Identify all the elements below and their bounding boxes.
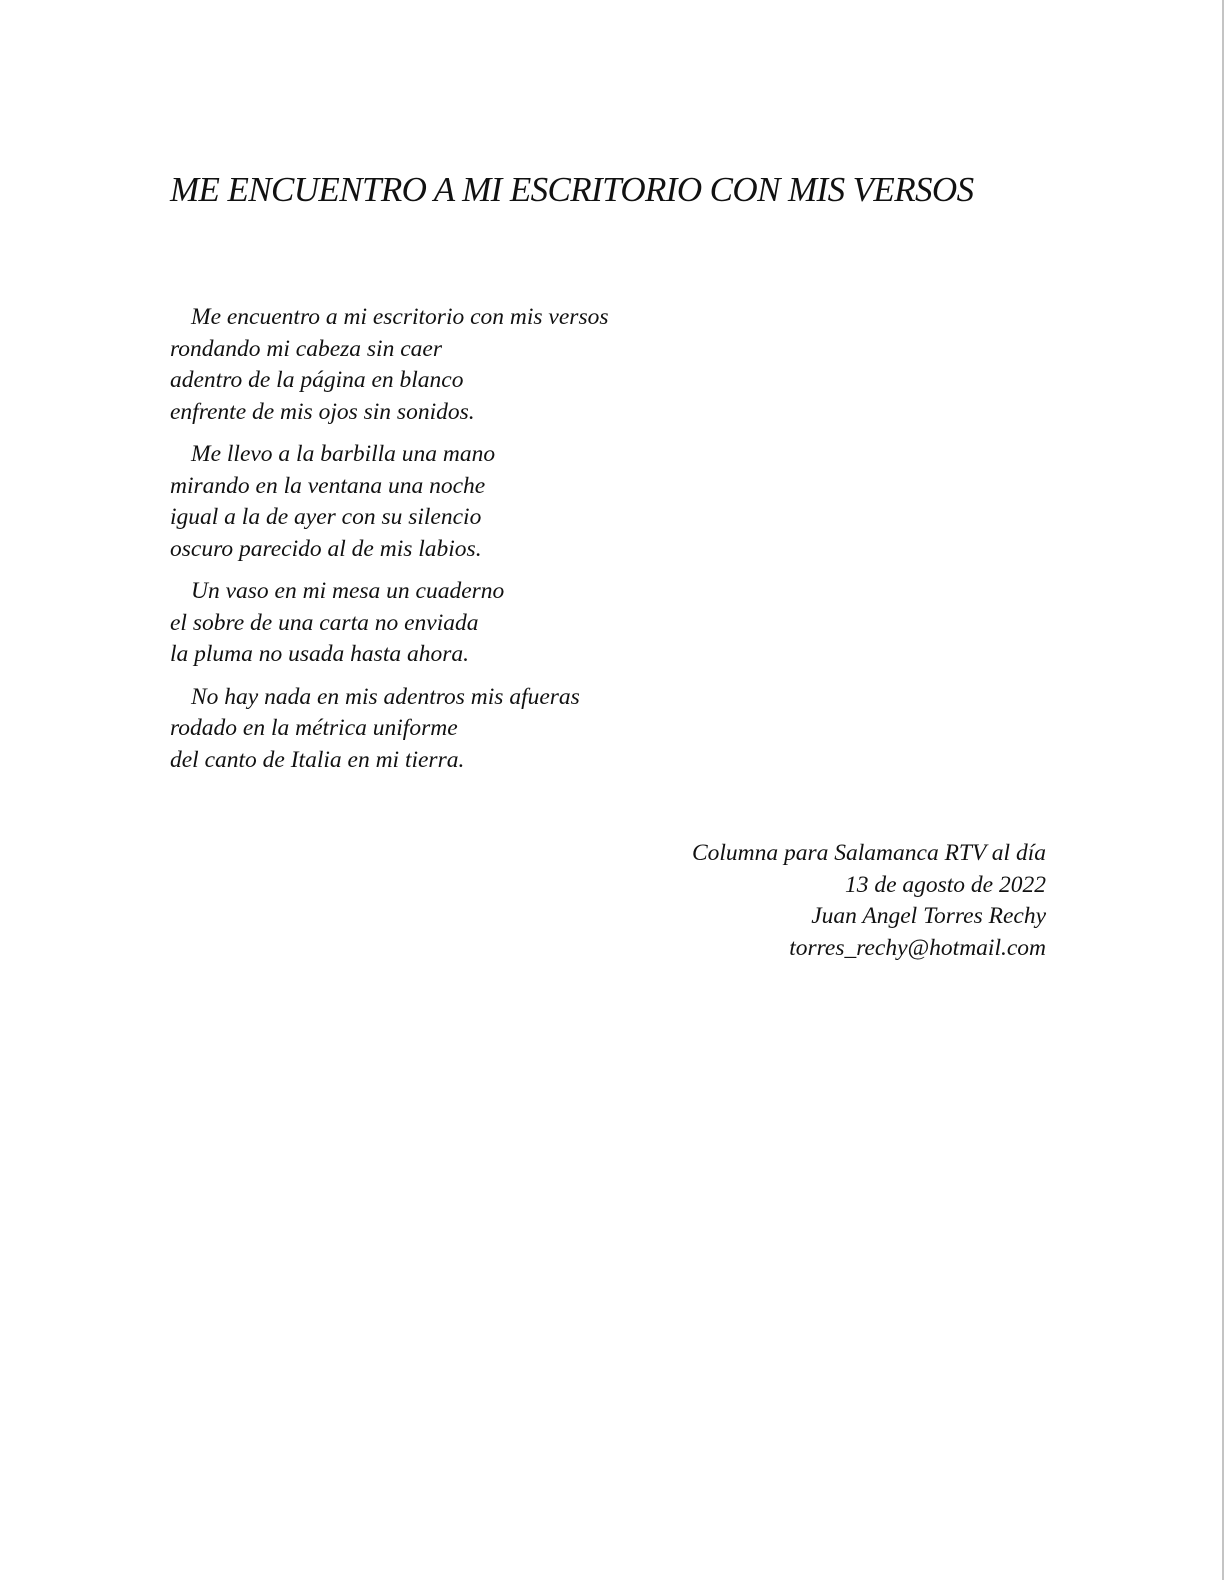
- signature-block: [692, 838, 1046, 964]
- poem-body: [170, 302, 690, 787]
- column-name: Columna para Salamanca RTV al día: [691, 840, 1046, 866]
- poem-line: mirando en la ventana una noche: [170, 472, 486, 499]
- author-email: torres_rechy@hotmail.com: [789, 934, 1046, 961]
- poem-line: Un vaso en mi mesa un cuaderno: [191, 578, 505, 604]
- poem-title: ME ENCUENTRO A MI ESCRITORIO CON MIS VERSOS: [170, 170, 974, 209]
- stanza-1: [170, 302, 690, 428]
- poem-line: igual a la de ayer con su silencio: [170, 504, 482, 530]
- publication-date: 13 de agosto de 2022: [844, 871, 1046, 898]
- poem-line: el sobre de una carta no enviada: [170, 609, 479, 636]
- poem-line: rodado en la métrica uniforme: [170, 715, 458, 741]
- author-name: Juan Angel Torres Rechy: [811, 903, 1046, 929]
- poem-line: Me encuentro a mi escritorio con mis versos: [191, 304, 609, 330]
- poem-line: oscuro parecido al de mis labios.: [170, 535, 482, 562]
- poem-line: del canto de Italia en mi tierra.: [170, 746, 465, 773]
- poem-line: rondando mi cabeza sin caer: [170, 335, 442, 362]
- poem-line: No hay nada en mis adentros mis afueras: [191, 683, 580, 710]
- poem-line: Me llevo a la barbilla una mano: [191, 441, 496, 467]
- poem-line: adentro de la página en blanco: [170, 367, 464, 393]
- poem-line: la pluma no usada hasta ahora.: [170, 641, 469, 667]
- stanza-3: [170, 576, 690, 671]
- poem-line: enfrente de mis ojos sin sonidos.: [170, 398, 475, 425]
- stanza-4: [170, 682, 690, 777]
- stanza-2: [170, 439, 690, 565]
